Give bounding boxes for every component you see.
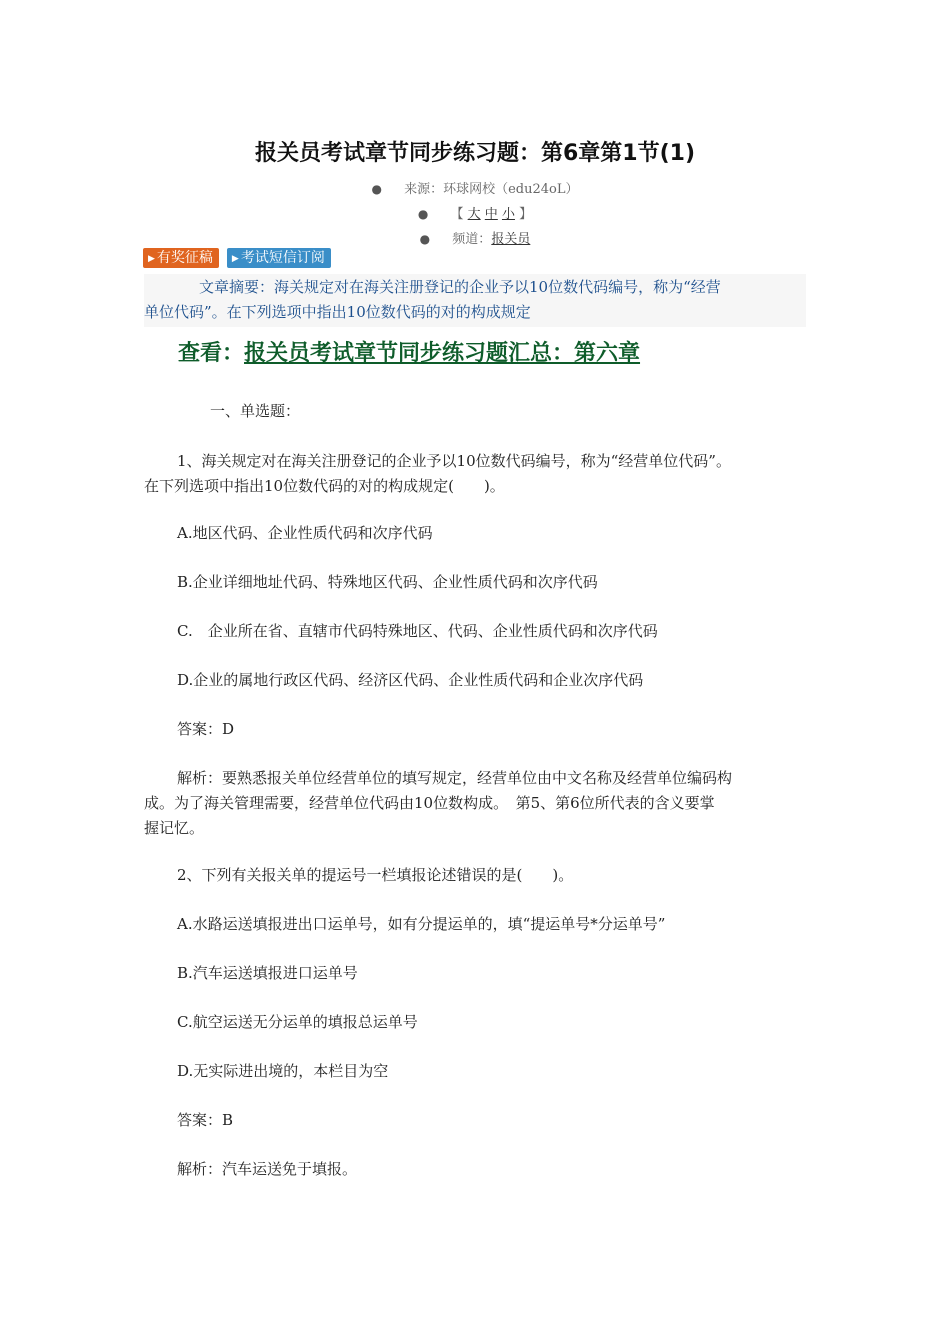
question-text: 在下列选项中指出10位数代码的对的构成规定( )。	[144, 477, 505, 495]
question-1	[144, 449, 806, 499]
question-2	[144, 863, 806, 888]
bullet-icon: ●	[371, 182, 382, 196]
answer	[144, 1108, 806, 1133]
sms-subscribe-button[interactable]	[227, 248, 331, 268]
view-prefix: 查看：	[178, 341, 245, 366]
question-text: 2、下列有关报关单的提运号一栏填报论述错误的是( )。	[177, 866, 574, 884]
option-text: B.汽车运送填报进口运单号	[177, 964, 358, 982]
section-title: 一、单选题：	[210, 402, 301, 420]
option-text: D.无实际进出境的，本栏目为空	[177, 1062, 389, 1080]
font-size-small-link[interactable]: 小	[501, 207, 515, 222]
channel-line	[0, 228, 950, 247]
option-a	[144, 521, 806, 546]
channel-link[interactable]: 报关员	[491, 232, 531, 247]
summary-line: 单位代码”。在下列选项中指出10位数代码的对的构成规定	[144, 303, 531, 321]
reward-submission-button[interactable]	[143, 248, 219, 268]
answer-text: 答案：D	[177, 720, 235, 738]
option-a	[144, 912, 806, 937]
promo-badges	[143, 248, 331, 268]
size-bracket-open: 【	[450, 207, 464, 222]
source-text: 来源：环球网校（edu24oL）	[404, 182, 579, 197]
option-text: C. 企业所在省、直辖市代码特殊地区、代码、企业性质代码和次序代码	[177, 622, 658, 640]
option-b	[144, 570, 806, 595]
bullet-icon: ●	[417, 207, 429, 221]
explanation-text: 成。为了海关管理需要，经营单位代码由10位数构成。 第5、第6位所代表的含义要掌	[144, 794, 715, 812]
chapter-summary-link[interactable]: 报关员考试章节同步练习题汇总：第六章	[244, 341, 641, 366]
option-text: B.企业详细地址代码、特殊地区代码、企业性质代码和次序代码	[177, 573, 598, 591]
font-size-medium-link[interactable]: 中	[484, 207, 498, 222]
source-line	[0, 178, 950, 197]
reward-label: 有奖征稿	[156, 250, 213, 266]
size-bracket-close: 】	[519, 207, 533, 222]
explanation-text: 解析：汽车运送免于填报。	[177, 1160, 358, 1178]
explanation	[144, 1157, 806, 1182]
sms-label: 考试短信订阅	[240, 250, 325, 266]
article-title: 报关员考试章节同步练习题：第6章第1节(1)	[254, 141, 696, 166]
option-d	[144, 668, 806, 693]
font-size-selector	[0, 203, 950, 222]
option-c	[144, 1010, 806, 1035]
view-more	[178, 336, 640, 367]
option-d	[144, 1059, 806, 1084]
channel-label: 频道：	[452, 232, 492, 247]
option-text: C.航空运送无分运单的填报总运单号	[177, 1013, 418, 1031]
play-arrow-icon: ▶	[148, 254, 155, 264]
option-text: A.地区代码、企业性质代码和次序代码	[177, 524, 433, 542]
explanation-text: 握记忆。	[144, 819, 205, 837]
answer	[144, 717, 806, 742]
answer-text: 答案：B	[177, 1111, 234, 1129]
bullet-icon: ●	[419, 232, 431, 246]
play-arrow-icon: ▶	[231, 254, 239, 264]
option-b	[144, 961, 806, 986]
option-text: A.水路运送填报进出口运单号，如有分提运单的，填“提运单号*分运单号”	[177, 915, 666, 933]
option-text: D.企业的属地行政区代码、经济区代码、企业性质代码和企业次序代码	[177, 671, 644, 689]
font-size-large-link[interactable]: 大	[467, 207, 481, 222]
article-summary	[144, 274, 806, 327]
summary-line: 文章摘要：海关规定对在海关注册登记的企业予以10位数代码编号，称为“经营	[199, 278, 721, 296]
section-heading	[144, 399, 806, 424]
explanation	[144, 766, 806, 841]
question-text: 1、海关规定对在海关注册登记的企业予以10位数代码编号，称为“经营单位代码”。	[177, 452, 731, 470]
explanation-text: 解析：要熟悉报关单位经营单位的填写规定，经营单位由中文名称及经营单位编码构	[177, 769, 733, 787]
option-c	[144, 619, 806, 644]
